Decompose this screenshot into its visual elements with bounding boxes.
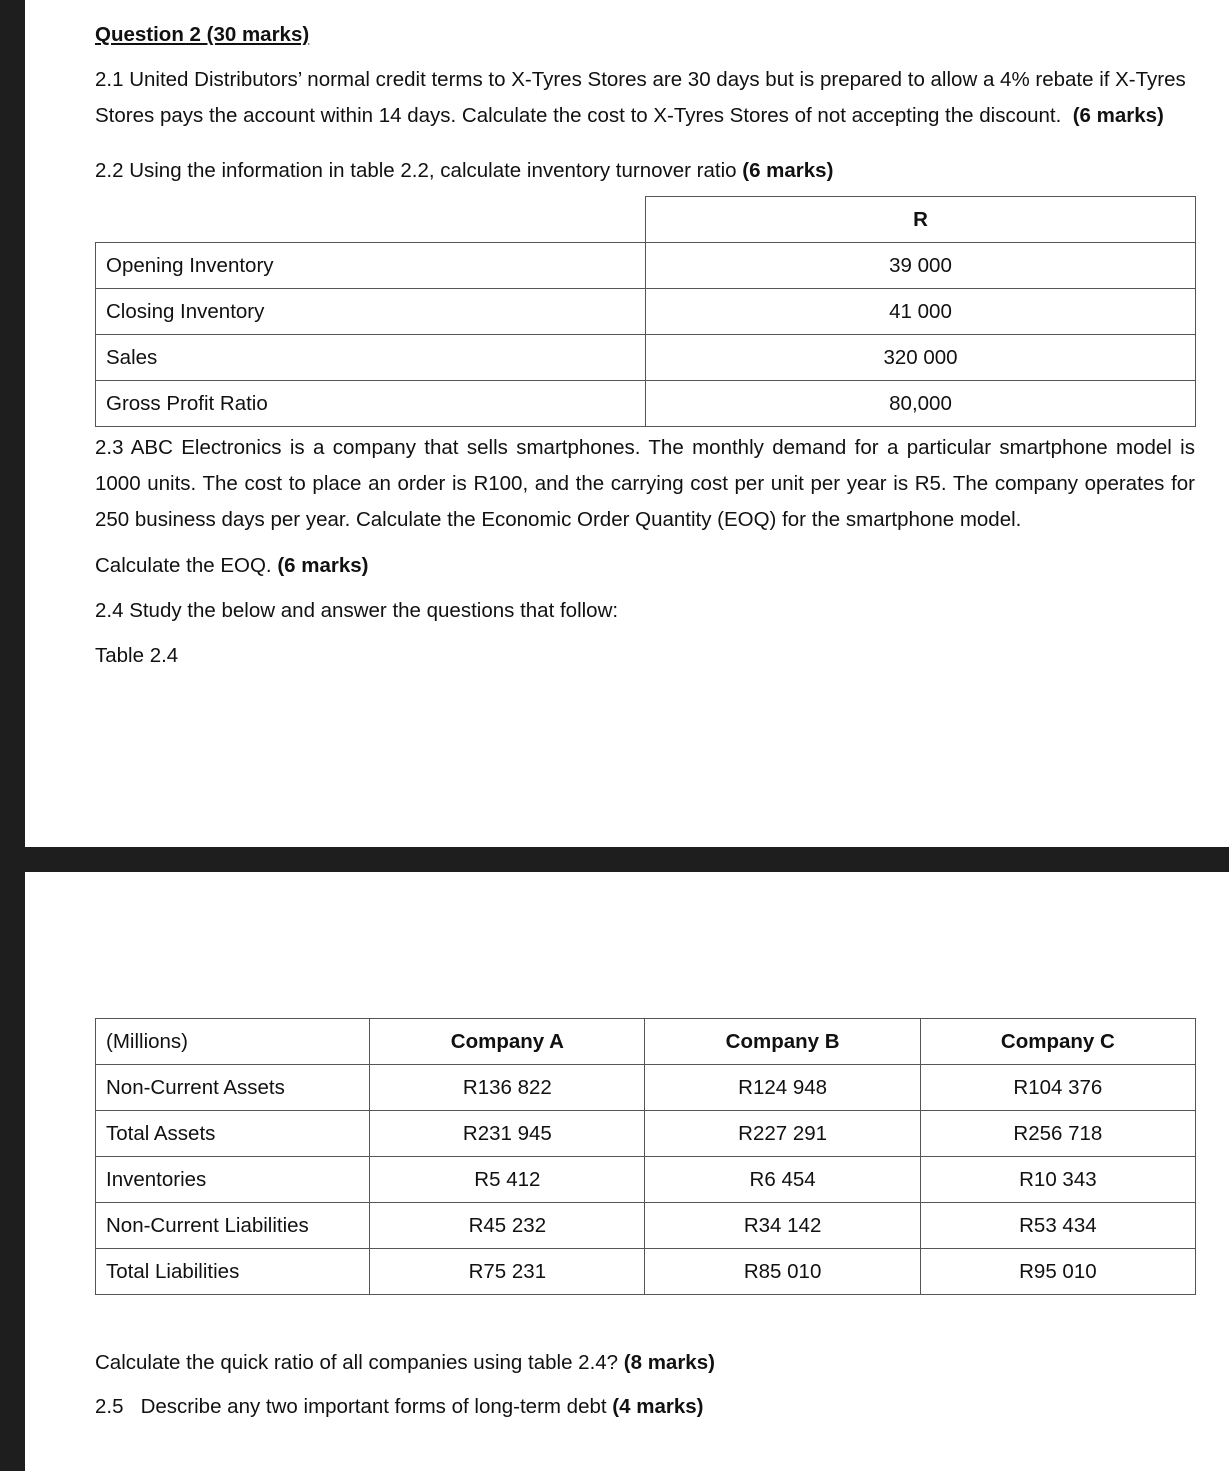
row-value: 39 000	[646, 243, 1196, 289]
column-header: Company B	[645, 1019, 920, 1065]
row-label: Closing Inventory	[96, 289, 646, 335]
table-row	[96, 381, 1196, 427]
table-2-2	[95, 196, 1196, 427]
question-2-1: 2.1 United Distributors’ normal credit terms to X-Tyres Stores are 30 days but is prepared to allow a 4% rebate if X-Tyres Stores pays the account within 14 days. Calculate the cost to X-Tyres Stores of not accepting the discount. (6 marks)	[95, 68, 1186, 127]
row-label: Non-Current Liabilities	[96, 1203, 370, 1249]
row-value: 80,000	[646, 381, 1196, 427]
cell: R124 948	[645, 1065, 920, 1111]
table-2-4-label: Table 2.4	[95, 644, 179, 667]
row-label: Total Liabilities	[96, 1249, 370, 1295]
cell: R95 010	[920, 1249, 1195, 1295]
cell: R5 412	[370, 1157, 645, 1203]
cell: R136 822	[370, 1065, 645, 1111]
table-row	[96, 1249, 1196, 1295]
row-value: 41 000	[646, 289, 1196, 335]
table-header-r: R	[646, 197, 1196, 243]
cell: R227 291	[645, 1111, 920, 1157]
question-2-3-prompt: Calculate the EOQ. (6 marks)	[95, 554, 369, 577]
table-row	[96, 1111, 1196, 1157]
row-label: Non-Current Assets	[96, 1065, 370, 1111]
cell: R53 434	[920, 1203, 1195, 1249]
question-2-4-prompt: Calculate the quick ratio of all companies using table 2.4? (8 marks)	[95, 1351, 715, 1374]
cell: R85 010	[645, 1249, 920, 1295]
table-row	[96, 1157, 1196, 1203]
question-2-3: 2.3 ABC Electronics is a company that sells smartphones. The monthly demand for a particular smartphone model is 1000 units. The cost to place an order is R100, and the carrying cost per unit per year is R5. The company operates for 250 business days per year. Calculate the Economic Order Quantity (EOQ) for the smartphone model.	[95, 436, 1195, 531]
cell: R104 376	[920, 1065, 1195, 1111]
question-2-4: 2.4 Study the below and answer the questions that follow:	[95, 599, 619, 622]
cell: R75 231	[370, 1249, 645, 1295]
cell: R231 945	[370, 1111, 645, 1157]
row-label: Gross Profit Ratio	[96, 381, 646, 427]
row-label: Opening Inventory	[96, 243, 646, 289]
column-header: Company A	[370, 1019, 645, 1065]
left-dark-border	[0, 0, 25, 1471]
question-2-5: 2.5 Describe any two important forms of long-term debt (4 marks)	[95, 1395, 704, 1418]
row-label: Inventories	[96, 1157, 370, 1203]
table-row	[96, 243, 1196, 289]
row-value: 320 000	[646, 335, 1196, 381]
table-row	[96, 197, 1196, 243]
column-header: (Millions)	[96, 1019, 370, 1065]
table-header-blank	[96, 197, 646, 243]
column-header: Company C	[920, 1019, 1195, 1065]
question-title: Question 2 (30 marks)	[95, 23, 310, 46]
question-2-2: 2.2 Using the information in table 2.2, calculate inventory turnover ratio (6 marks)	[95, 159, 834, 182]
row-label: Sales	[96, 335, 646, 381]
cell: R10 343	[920, 1157, 1195, 1203]
row-label: Total Assets	[96, 1111, 370, 1157]
cell: R34 142	[645, 1203, 920, 1249]
cell: R6 454	[645, 1157, 920, 1203]
table-row	[96, 1065, 1196, 1111]
table-row	[96, 335, 1196, 381]
table-header-row	[96, 1019, 1196, 1065]
table-2-4	[95, 1018, 1196, 1295]
table-row	[96, 289, 1196, 335]
cell: R256 718	[920, 1111, 1195, 1157]
cell: R45 232	[370, 1203, 645, 1249]
page-divider	[0, 847, 1229, 872]
table-row	[96, 1203, 1196, 1249]
